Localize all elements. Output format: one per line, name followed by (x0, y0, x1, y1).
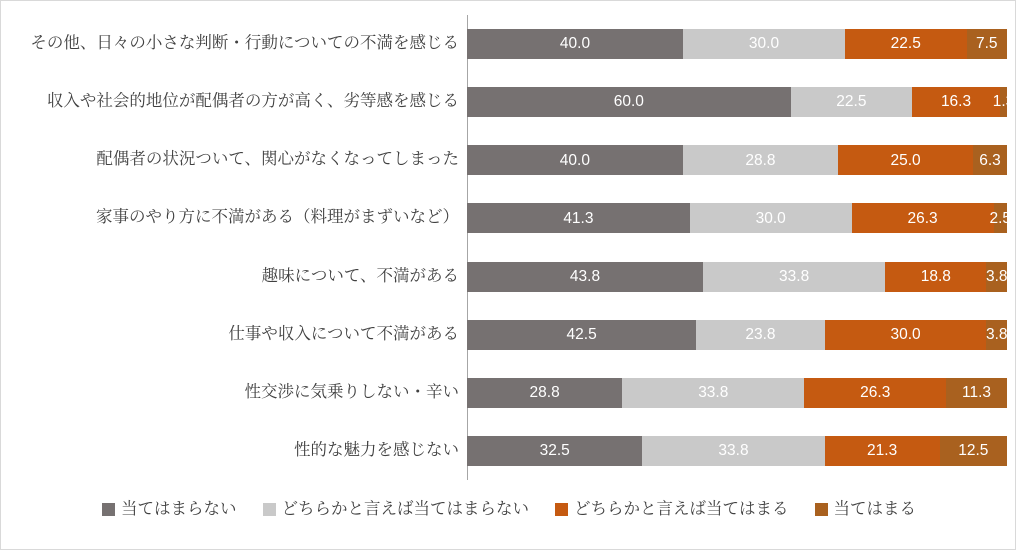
legend-item[interactable] (815, 501, 917, 518)
bar-value-label: 40.0 (559, 151, 590, 169)
bar-value-label: 12.5 (958, 442, 989, 460)
stacked-bar-row (467, 29, 1007, 59)
bar-segment (622, 378, 804, 408)
bar-segment (791, 87, 912, 117)
category-label: その他、日々の小さな判断・行動についての不満を感じる (30, 34, 459, 53)
bar-value-label: 30.0 (890, 325, 921, 343)
bar-segment (825, 436, 940, 466)
bar-value-label: 1.3 (992, 93, 1015, 111)
bar-segment (973, 145, 1007, 175)
category-label: 家事のやり方に不満がある（料理がまずいなど） (96, 208, 459, 227)
stacked-bar-row (467, 203, 1012, 233)
bar-segment (467, 203, 690, 233)
stacked-bar-row (467, 320, 1007, 350)
bar-segment (885, 262, 986, 292)
bar-segment (804, 378, 946, 408)
bar-segment (690, 203, 852, 233)
bar-value-label: 11.3 (962, 384, 992, 402)
bar-segment (467, 87, 791, 117)
bar-value-label: 41.3 (563, 209, 594, 227)
bar-segment (696, 320, 824, 350)
category-label: 収入や社会的地位が配偶者の方が高く、劣等感を感じる (46, 92, 459, 111)
bar-value-label: 42.5 (566, 325, 597, 343)
bar-value-label: 3.8 (985, 267, 1008, 285)
stacked-bar-row (467, 436, 1007, 466)
legend-swatch-icon (555, 503, 568, 516)
bar-segment (946, 378, 1007, 408)
legend-swatch-icon (815, 503, 828, 516)
bar-segment (992, 87, 1015, 117)
bar-value-label: 60.0 (613, 93, 644, 111)
stacked-bar-row (467, 262, 1007, 292)
legend-swatch-icon (263, 503, 276, 516)
bar-segment (940, 436, 1007, 466)
bar-value-label: 43.8 (569, 267, 601, 285)
category-label: 性交渉に気乗りしない・辛い (244, 382, 459, 401)
bar-value-label: 30.0 (755, 209, 786, 227)
bar-value-label: 28.8 (745, 151, 776, 169)
bar-segment (467, 320, 696, 350)
legend-label: 当てはまる (833, 500, 916, 518)
legend-item[interactable] (555, 501, 789, 518)
bar-value-label: 28.8 (529, 384, 560, 402)
bar-value-label: 33.8 (779, 267, 810, 285)
bar-segment (467, 29, 683, 59)
bar-segment (642, 436, 824, 466)
category-axis-labels (1, 15, 459, 480)
legend-item[interactable] (263, 501, 530, 518)
bar-segment (467, 145, 683, 175)
category-label: 性的な魅力を感じない (294, 440, 459, 459)
legend-label: どちらかと言えば当てはまらない (281, 500, 529, 518)
bar-value-label: 6.3 (979, 151, 1001, 169)
bar-value-label: 3.8 (985, 325, 1008, 343)
bar-value-label: 33.8 (718, 442, 749, 460)
bar-value-label: 18.8 (920, 267, 951, 285)
bar-value-label: 26.3 (860, 384, 891, 402)
bar-value-label: 2.5 (989, 209, 1012, 227)
bar-segment (838, 145, 973, 175)
category-label: 仕事や収入について不満がある (228, 324, 459, 343)
stacked-bar-row (467, 145, 1007, 175)
chart-legend (1, 501, 1017, 518)
bar-segment (683, 145, 838, 175)
bar-segment (467, 262, 703, 292)
bar-value-label: 16.3 (940, 93, 972, 111)
bar-segment (467, 436, 642, 466)
bar-segment (852, 203, 994, 233)
stacked-bar-row (467, 378, 1007, 408)
bar-value-label: 22.5 (890, 35, 921, 53)
bar-value-label: 22.5 (836, 93, 867, 111)
legend-label: どちらかと言えば当てはまる (574, 500, 789, 518)
bar-segment (912, 87, 1000, 117)
bar-segment (989, 203, 1012, 233)
category-label: 配偶者の状況ついて、関心がなくなってしまった (96, 150, 459, 169)
bar-value-label: 21.3 (867, 442, 898, 460)
bar-segment (986, 320, 1007, 350)
bar-value-label: 25.0 (890, 151, 921, 169)
bar-segment (986, 262, 1007, 292)
category-label: 趣味について、不満がある (261, 266, 459, 285)
bar-value-label: 40.0 (559, 35, 591, 53)
bar-segment (467, 378, 622, 408)
legend-item[interactable] (102, 501, 237, 518)
legend-swatch-icon (102, 503, 115, 516)
bar-value-label: 7.5 (975, 35, 998, 53)
plot-area (467, 15, 1015, 480)
stacked-bar-row (467, 87, 1015, 117)
bar-value-label: 23.8 (745, 325, 776, 343)
bar-value-label: 30.0 (748, 35, 780, 53)
bar-value-label: 32.5 (539, 442, 570, 460)
bar-segment (703, 262, 885, 292)
bar-segment (967, 29, 1008, 59)
bar-segment (683, 29, 845, 59)
bar-value-label: 26.3 (907, 209, 938, 227)
bar-segment (825, 320, 987, 350)
legend-label: 当てはまらない (121, 500, 237, 518)
bar-segment (845, 29, 967, 59)
bar-value-label: 33.8 (698, 384, 729, 402)
